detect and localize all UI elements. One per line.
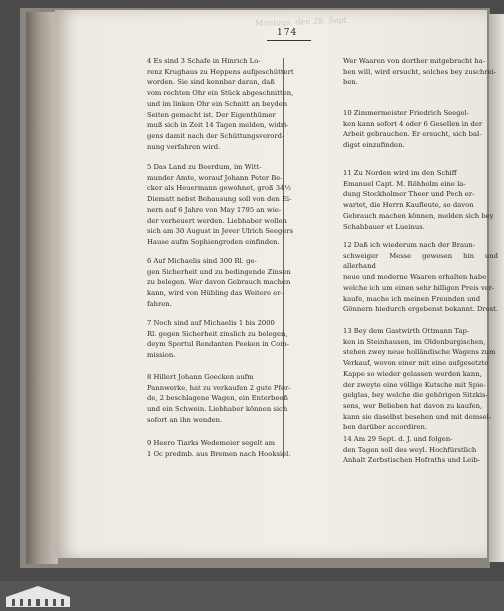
- notice-entry: 12 Daß ich wiederum nach der Braun- schweiger Messe gewesen bin und allerhand neue und moderne Waaren erhalten habe welche ich um einen sehr billigen Preis ver- kaufe, mache ich meinen Freunden und Gönnern hiedurch ergebenst bekannt.: [343, 241, 498, 314]
- notice-entry: 5 Das Land zu Beerdum, im Witt- munder Amte, worauf Johann Peter Be- cker als Heuermann gewohnet, groß 34½ Diematt nebst Behausung soll von den Ei- nern auf 6 Jahre von May 1795 an wie- der verheuert werden. Liebhaber wollen sich am 30 August in Jever Ulrich Seegers Hause aufm Sophiengroden einfinden.: [147, 163, 294, 246]
- signature-line: Drost.: [476, 305, 498, 313]
- notice-entry: 10 Zimmermeister Friedrich Seegel- ken kann sofort 4 oder 6 Gesellen in der Arbeit gebrauchen. Er ersucht, sich bal- digst einzufinden.: [343, 109, 483, 150]
- notice-entry: 8 Hillert Johann Goecken aufm Pannwerke, hat zu verkaufen 2 gute Pfer- de, 2 beschlagene Wagen, ein Enterbeeß und ein Schwein. Liebhaber können sich sofort an ihn wenden.: [147, 373, 291, 424]
- bleed-through-header: Montags, den 28. Sept.: [254, 15, 350, 28]
- notice-entry: 6 Auf Michaelis sind 300 Rl. ge- gen Sicherheit und zu bedingende Zinsen zu belegen. Wer davon Gebrauch machen kann, wird von Hübling das Weitere er- fahren.: [147, 257, 291, 308]
- viewer-footer-bar: [0, 581, 504, 611]
- notice-entry: 9 Heero Tiarks Wedemeier segelt am 1 Oc predmb. aus Bremen nach Hooksiel.: [147, 439, 291, 458]
- notice-entry: Wer Waaren von dorther mitgebracht ha- ben will, wird ersucht, solches bey zuschrei- ben.: [343, 57, 497, 87]
- library-logo-icon: [4, 583, 72, 609]
- notice-entry: 14 Am 29 Sept. d. J. und folgen- den Tagen soll des weyl. Hochfürstlich Anhalt Zerbstischen Hofraths und Leib-: [343, 435, 480, 465]
- notice-entry: 4 Es sind 3 Schafe in Hinrich Lo- renz Krughaus zu Heppens aufgeschüttert worden. Sie sind kennbar daran, daß vom rechten Ohr ein Stück abgeschnitten, und im linken Ohr ein Schnitt an beyden Seiten gemacht ist. Der Eigenthümer muß sich in Zeit 14 Tagen melden, widri- gens damit nach der Schüttungsverord- nung verfahren wird.: [147, 57, 294, 151]
- book-page: [55, 10, 498, 558]
- notice-entry: 13 Bey dem Gastwirth Ottmann Tap- ken in Steinhausen, im Oldenburgischen, stehen zwey neue holländische Wagens zum Verkauf, wovon einer mit eine aufgesetzte Kappe so wieder gelassen werden kann, der zweyte eine völlige Kutsche mit Spie- gelglas, bey welche die gehörigen Sitzkis- sens, wer Belieben hat davon zu kaufen, kann sie daselbst besehen und mit demsel- ben darüber accordiren.: [343, 327, 496, 432]
- notice-entry: 11 Zu Norden wird im den Schiff Emanuel Capt. M. Röhholm eine la- dung Stockholmer Theer und Pech er- wartet, die Herrn Kaufleute, so davon Gebrauch machen können, melden sich bey Schabbauer et Lueinus.: [343, 169, 494, 231]
- page-number-rule: [267, 40, 311, 41]
- page-stack-edge: [26, 12, 58, 564]
- page-number: 174: [277, 28, 298, 38]
- notice-entry: 7 Noch sind auf Michaelis 1 bis 2000 Rl. gegen Sicherheit zinslich zu belegen, deym Sportul Rendanten Peeken in Com- mission.: [147, 319, 289, 360]
